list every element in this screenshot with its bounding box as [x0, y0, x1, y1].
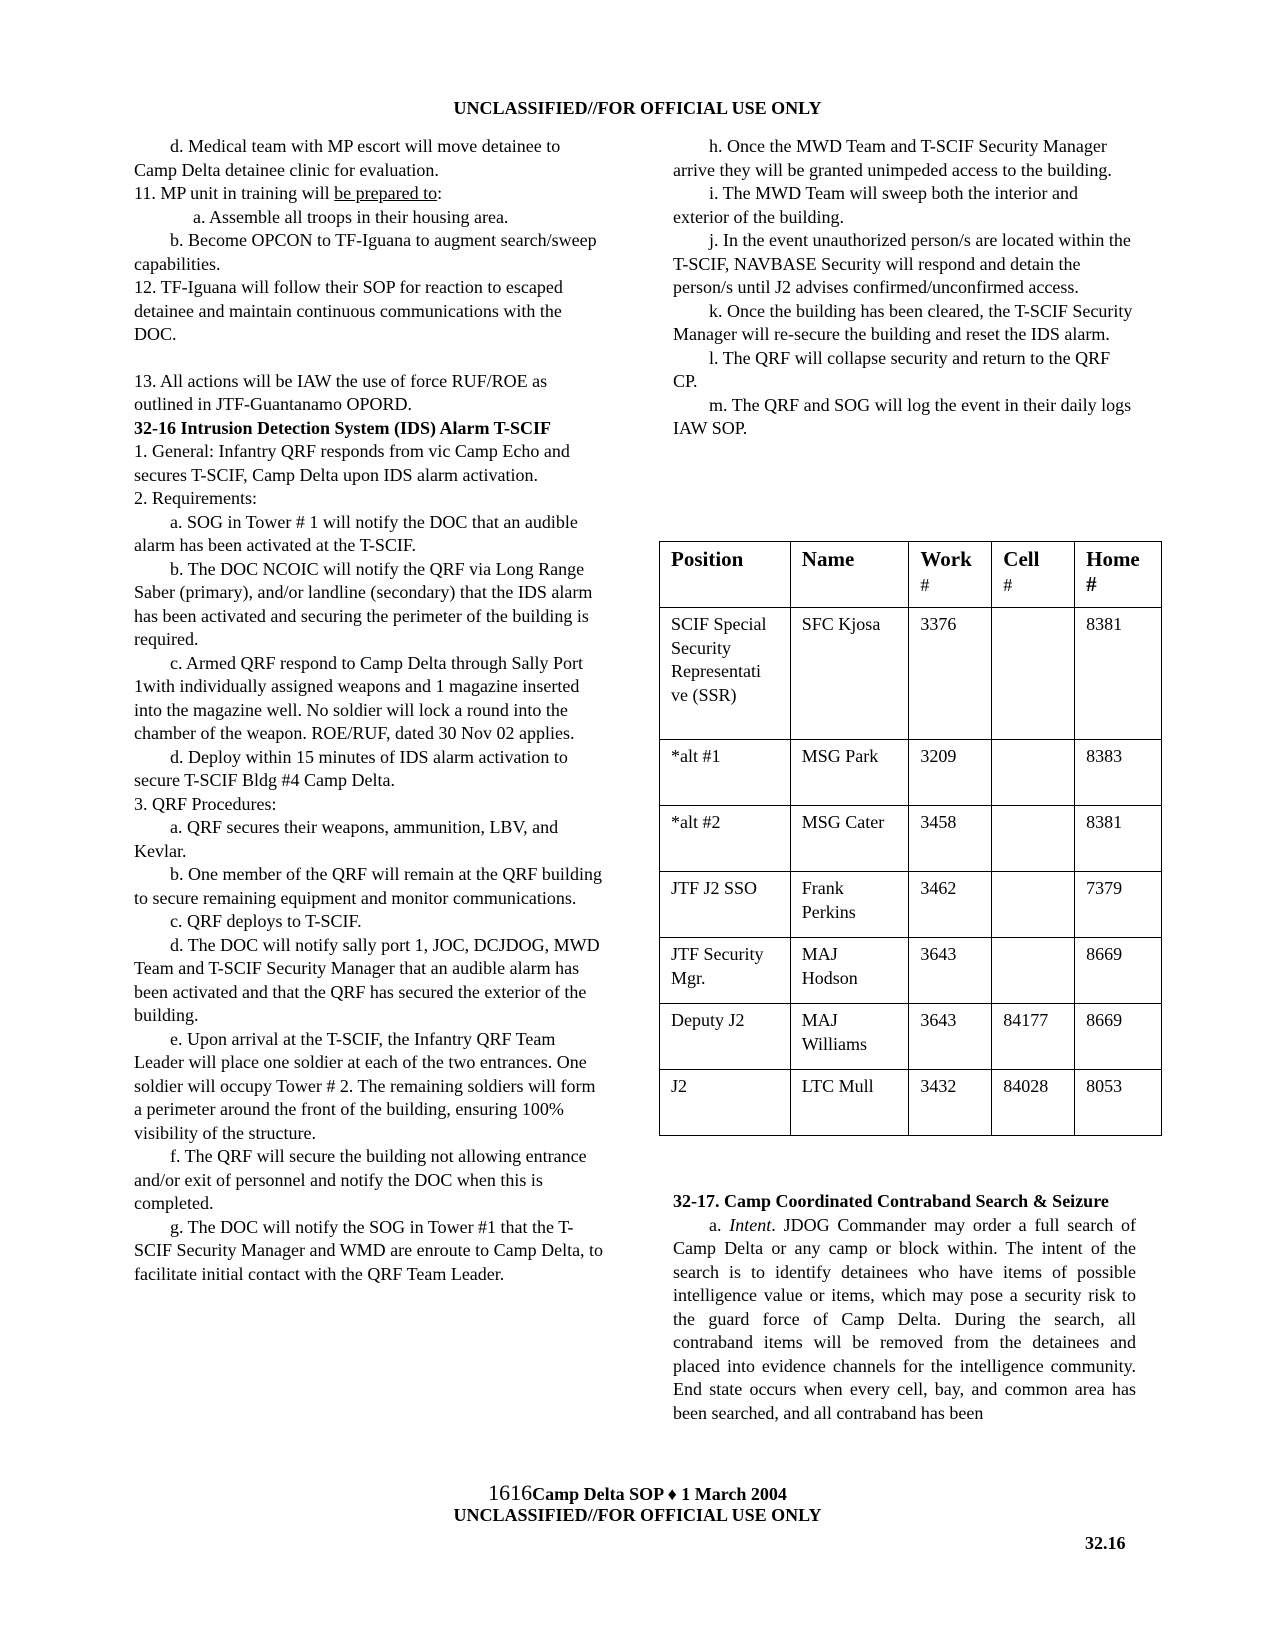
paragraph: a. SOG in Tower # 1 will notify the DOC that an audible alarm has been activated at the T-SCIF.	[134, 511, 578, 555]
cell-name: SFC Kjosa	[790, 608, 909, 740]
paragraph: h. Once the MWD Team and T-SCIF Security Manager arrive they will be granted unimpeded access to the building.	[673, 136, 1112, 180]
cell-name: LTC Mull	[790, 1070, 909, 1136]
header-work: Work #	[909, 542, 992, 608]
paragraph	[673, 1214, 1136, 1426]
document-title: Camp Delta SOP ♦ 1 March 2004	[532, 1484, 787, 1504]
paragraph: d. Medical team with MP escort will move detainee to Camp Delta detainee clinic for evaluation.	[134, 136, 561, 180]
cell-home: 8053	[1075, 1070, 1162, 1136]
cell-work: 3458	[909, 806, 992, 872]
table-row	[660, 872, 1162, 938]
page-footer	[0, 1480, 1275, 1506]
paragraph: g. The DOC will notify the SOG in Tower #1 that the T-SCIF Security Manager and WMD are enroute to Camp Delta, to facilitate initial contact with the QRF Team Leader.	[134, 1216, 604, 1284]
cell-home: 8383	[1075, 740, 1162, 806]
paragraph: k. Once the building has been cleared, the T-SCIF Security Manager will re-secure the building and reset the IDS alarm.	[673, 300, 1133, 344]
header-home: Home #	[1075, 542, 1162, 608]
paragraph: b. Become OPCON to TF-Iguana to augment search/sweep capabilities.	[134, 230, 597, 274]
contact-table	[659, 541, 1162, 1136]
cell-name: MAJ Williams	[790, 1004, 909, 1070]
table-row	[660, 1004, 1162, 1070]
cell-home: 8669	[1075, 1004, 1162, 1070]
cell-home: 8669	[1075, 938, 1162, 1004]
paragraph: 2. Requirements:	[134, 488, 257, 508]
cell-cell	[992, 938, 1075, 1004]
cell-position: SCIF Special Security Representati ve (SSR)	[660, 608, 791, 740]
italic-text: Intent	[729, 1214, 772, 1235]
underlined-text: be prepared to	[334, 183, 438, 203]
table-row	[660, 1070, 1162, 1136]
right-column	[673, 135, 1136, 441]
paragraph: a. Assemble all troops in their housing area.	[193, 206, 509, 227]
paragraph: 12. TF-Iguana will follow their SOP for reaction to escaped detainee and maintain continuous communications with the DOC.	[134, 277, 563, 344]
paragraph: d. The DOC will notify sally port 1, JOC, DCJDOG, MWD Team and T-SCIF Security Manager that an audible alarm has been activated and that the QRF has secured the exterior of the building.	[134, 934, 600, 1025]
cell-name: MAJ Hodson	[790, 938, 909, 1004]
cell-work: 3643	[909, 938, 992, 1004]
cell-home: 8381	[1075, 806, 1162, 872]
right-column-lower	[673, 1190, 1136, 1425]
cell-work: 3209	[909, 740, 992, 806]
cell-cell: 84177	[992, 1004, 1075, 1070]
cell-cell	[992, 872, 1075, 938]
cell-name: MSG Cater	[790, 806, 909, 872]
paragraph: a. QRF secures their weapons, ammunition, LBV, and Kevlar.	[134, 817, 559, 861]
paragraph: j. In the event unauthorized person/s are located within the T-SCIF, NAVBASE Security will respond and detain the person/s until J2 advises confirmed/unconfirmed access.	[673, 230, 1131, 297]
paragraph: d. Deploy within 15 minutes of IDS alarm activation to secure T-SCIF Bldg #4 Camp Delta.	[134, 746, 568, 790]
cell-work: 3432	[909, 1070, 992, 1136]
paragraph: m. The QRF and SOG will log the event in their daily logs IAW SOP.	[673, 394, 1132, 438]
section-heading: 32-16 Intrusion Detection System (IDS) Alarm T-SCIF	[134, 417, 552, 438]
cell-cell: 84028	[992, 1070, 1075, 1136]
table-row	[660, 806, 1162, 872]
paragraph: b. One member of the QRF will remain at the QRF building to secure remaining equipment and monitor communications.	[134, 864, 602, 908]
table-row	[660, 740, 1162, 806]
paragraph: f. The QRF will secure the building not allowing entrance and/or exit of personnel and notify the DOC when this is completed.	[134, 1146, 587, 1213]
cell-position: *alt #2	[660, 806, 791, 872]
text: . JDOG Commander may order a full search of Camp Delta or any camp or block within. The intent of the search is to identify detainees who have items of possible intelligence value or items, which may pose a security risk to the guard force of Camp Delta. During the search, all contraband items will be removed from the detainees and placed into evidence channels for the intelligence community. End state occurs when every cell, bay, and common area has been searched, and all contraband has been	[673, 1214, 1136, 1423]
table-header-row	[660, 542, 1162, 608]
header-cell: Cell #	[992, 542, 1075, 608]
cell-home: 7379	[1075, 872, 1162, 938]
text: 11. MP unit in training will	[134, 183, 335, 203]
cell-work: 3643	[909, 1004, 992, 1070]
cell-position: JTF Security Mgr.	[660, 938, 791, 1004]
paragraph: b. The DOC NCOIC will notify the QRF via Long Range Saber (primary), and/or landline (secondary) that the IDS alarm has been activated and securing the perimeter of the building is required.	[134, 558, 593, 649]
cell-cell	[992, 740, 1075, 806]
paragraph: 13. All actions will be IAW the use of force RUF/ROE as outlined in JTF-Guantanamo OPORD.	[134, 370, 548, 414]
cell-position: JTF J2 SSO	[660, 872, 791, 938]
paragraph: i. The MWD Team will sweep both the interior and exterior of the building.	[673, 183, 1078, 227]
header-position: Position	[660, 542, 791, 608]
table-row	[660, 608, 1162, 740]
cell-work: 3462	[909, 872, 992, 938]
cell-position: *alt #1	[660, 740, 791, 806]
paragraph: l. The QRF will collapse security and return to the QRF CP.	[673, 347, 1111, 391]
paragraph: e. Upon arrival at the T-SCIF, the Infantry QRF Team Leader will place one soldier at each of the two entrances. One soldier will occupy Tower # 2. The remaining soldiers will form a perimeter around the front of the building, ensuring 100% visibility of the structure.	[134, 1028, 596, 1143]
cell-name: Frank Perkins	[790, 872, 909, 938]
page-number: 1616	[488, 1480, 533, 1505]
paragraph	[134, 182, 604, 206]
text: :	[437, 183, 443, 203]
paragraph: 1. General: Infantry QRF responds from vic Camp Echo and secures T-SCIF, Camp Delta upon IDS alarm activation.	[134, 441, 570, 485]
cell-home: 8381	[1075, 608, 1162, 740]
section-heading: 32-17. Camp Coordinated Contraband Search & Seizure	[673, 1191, 1109, 1211]
cell-name: MSG Park	[790, 740, 909, 806]
cell-work: 3376	[909, 608, 992, 740]
paragraph: c. Armed QRF respond to Camp Delta through Sally Port 1with individually assigned weapons and 1 magazine inserted into the magazine well. No soldier will lock a round into the chamber of the weapon. ROE/RUF, dated 30 Nov 02 applies.	[134, 652, 583, 743]
cell-position: Deputy J2	[660, 1004, 791, 1070]
spacer	[134, 347, 604, 370]
header-name: Name	[790, 542, 909, 608]
table-row	[660, 938, 1162, 1004]
text: a.	[709, 1214, 730, 1235]
paragraph: 3. QRF Procedures:	[134, 793, 277, 814]
cell-cell	[992, 608, 1075, 740]
cell-cell	[992, 806, 1075, 872]
page-header-classification: UNCLASSIFIED//FOR OFFICIAL USE ONLY	[453, 98, 822, 118]
cell-position: J2	[660, 1070, 791, 1136]
paragraph: c. QRF deploys to T-SCIF.	[170, 911, 362, 931]
section-number: 32.16	[1085, 1533, 1126, 1553]
footer-classification: UNCLASSIFIED//FOR OFFICIAL USE ONLY	[453, 1505, 822, 1525]
left-column	[134, 135, 604, 1286]
